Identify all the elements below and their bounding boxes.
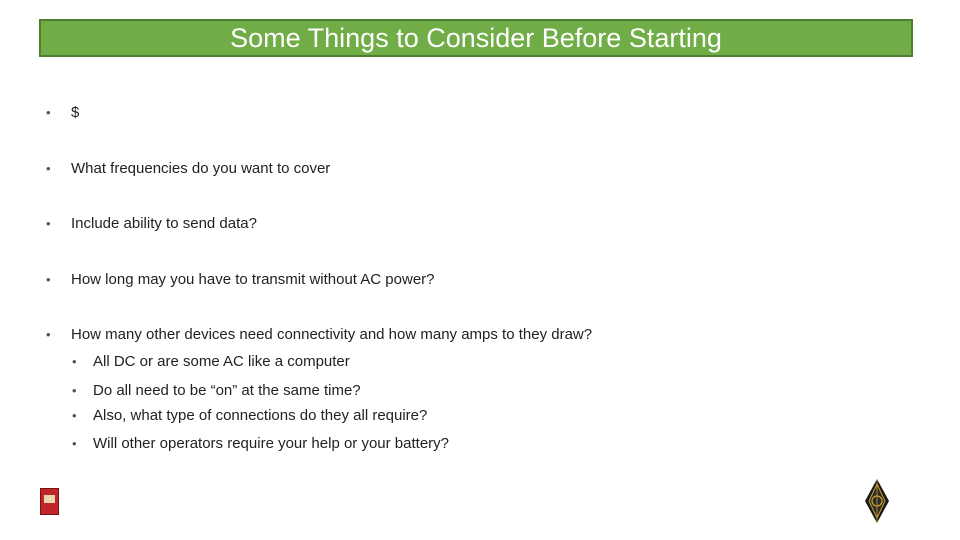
bullet-dot-icon: • (72, 408, 77, 423)
bullet-dot-icon: • (46, 105, 51, 120)
sub-bullet-text: All DC or are some AC like a computer (93, 353, 350, 370)
bullet-dot-icon: • (46, 272, 51, 287)
book-logo-icon (40, 488, 59, 515)
bullet-item (46, 271, 435, 289)
bullet-dot-icon: • (72, 436, 77, 451)
bullet-text: How long may you have to transmit without AC power? (71, 271, 435, 288)
bullet-text: What frequencies do you want to cover (71, 160, 331, 177)
bullet-item (46, 215, 257, 233)
bullet-text: Include ability to send data? (71, 215, 257, 232)
sub-bullet-text: Will other operators require your help or your battery? (93, 435, 450, 452)
bullet-item (46, 104, 80, 122)
slide-title: Some Things to Consider Before Starting (230, 22, 722, 53)
bullet-text: $ (71, 104, 80, 121)
bullet-dot-icon: • (72, 354, 77, 369)
bullet-dot-icon: • (46, 327, 51, 342)
bullet-item (46, 160, 331, 178)
sub-bullet-text: Also, what type of connections do they all require? (93, 407, 428, 424)
arrl-diamond-logo-icon (864, 478, 890, 524)
bullet-dot-icon: • (72, 383, 77, 398)
bullet-dot-icon: • (46, 216, 51, 231)
sub-bullet-item (72, 435, 450, 453)
sub-bullet-item (72, 407, 428, 425)
sub-bullet-text: Do all need to be “on” at the same time? (93, 382, 361, 399)
sub-bullet-item (72, 353, 350, 371)
bullet-text: How many other devices need connectivity and how many amps to they draw? (71, 326, 593, 343)
sub-bullet-item (72, 382, 361, 400)
bullet-item (46, 326, 593, 344)
bullet-dot-icon: • (46, 161, 51, 176)
